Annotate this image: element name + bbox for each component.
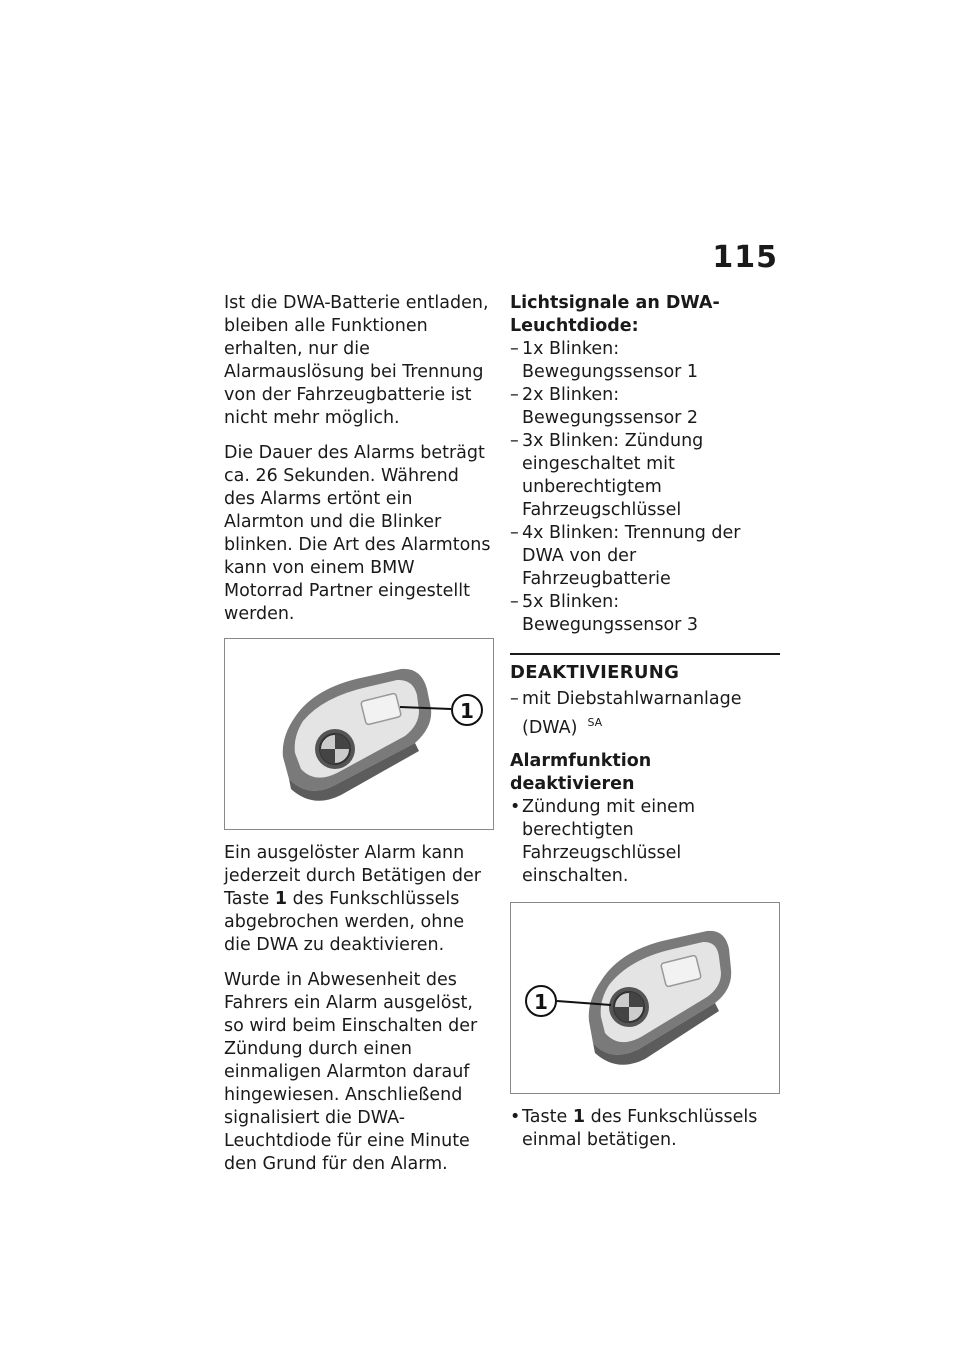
page-number: 115	[712, 240, 778, 275]
key-fob-figure-left	[224, 638, 494, 830]
alarm-duration-paragraph: Die Dauer des Alarms beträgt ca. 26 Sekunden. Während des Alarms ertönt ein Alarmton und die Blinker blinken. Die Art des Alarmtons kann von einem BMW Motorrad Partner eingestellt werden.	[224, 443, 491, 624]
list-item: – 1x Blinken: Bewegungssensor 1	[510, 338, 780, 384]
list-item: • Taste 1 des Funkschlüssels einmal betätigen.	[510, 1106, 780, 1152]
key-reference: 1	[274, 889, 288, 909]
signals-list	[510, 338, 780, 637]
left-column	[224, 292, 494, 1188]
abort-alarm-paragraph: Ein ausgelöster Alarm kann jederzeit durch Betätigen der Taste 1 des Funkschlüssels abgebrochen werden, ohne die DWA zu deaktivieren.	[224, 843, 481, 955]
section-title: DEAKTIVIERUNG	[510, 662, 680, 683]
list-item: – 4x Blinken: Trennung der DWA von der Fahrzeugbatterie	[510, 522, 780, 591]
sub-heading: Alarmfunktion deaktivieren	[510, 750, 652, 794]
key-fob-figure-right	[510, 902, 780, 1094]
list-item: • Zündung mit einem berechtigten Fahrzeugschlüssel einschalten.	[510, 796, 780, 888]
list-item: – 5x Blinken: Bewegungssensor 3	[510, 591, 780, 637]
list-item: – mit Diebstahlwarnanlage (DWA) $^{SA}$	[510, 688, 780, 740]
list-item: – 2x Blinken: Bewegungssensor 2	[510, 384, 780, 430]
absence-alarm-paragraph: Wurde in Abwesenheit des Fahrers ein Alarm ausgelöst, so wird beim Einschalten der Zündung durch einen einmaligen Alarmton darauf hingewiesen. Anschließend signalisiert die DWA-Leuchtdiode für eine Minute den Grund für den Alarm.	[224, 970, 478, 1174]
signals-heading: Lichtsignale an DWA-Leuchtdiode:	[510, 293, 720, 336]
sa-badge: SA	[587, 716, 603, 729]
figure-callout-label: 1	[460, 699, 474, 723]
section-divider	[510, 653, 780, 655]
key-fob-illustration	[225, 639, 493, 829]
figure-callout-label: 1	[534, 989, 548, 1014]
key-reference: 1	[572, 1106, 586, 1127]
right-column	[510, 292, 780, 1162]
key-fob-illustration	[511, 903, 779, 1093]
step-list	[510, 1106, 780, 1152]
list-item: – 3x Blinken: Zündung eingeschaltet mit unberechtigtem Fahrzeugschlüssel	[510, 430, 780, 522]
requirement-list	[510, 688, 780, 740]
battery-paragraph: Ist die DWA-Batterie entladen, bleiben alle Funktionen erhalten, nur die Alarmauslösung bei Trennung von der Fahrzeugbatterie ist nicht mehr möglich.	[224, 293, 489, 428]
step-list	[510, 796, 780, 888]
